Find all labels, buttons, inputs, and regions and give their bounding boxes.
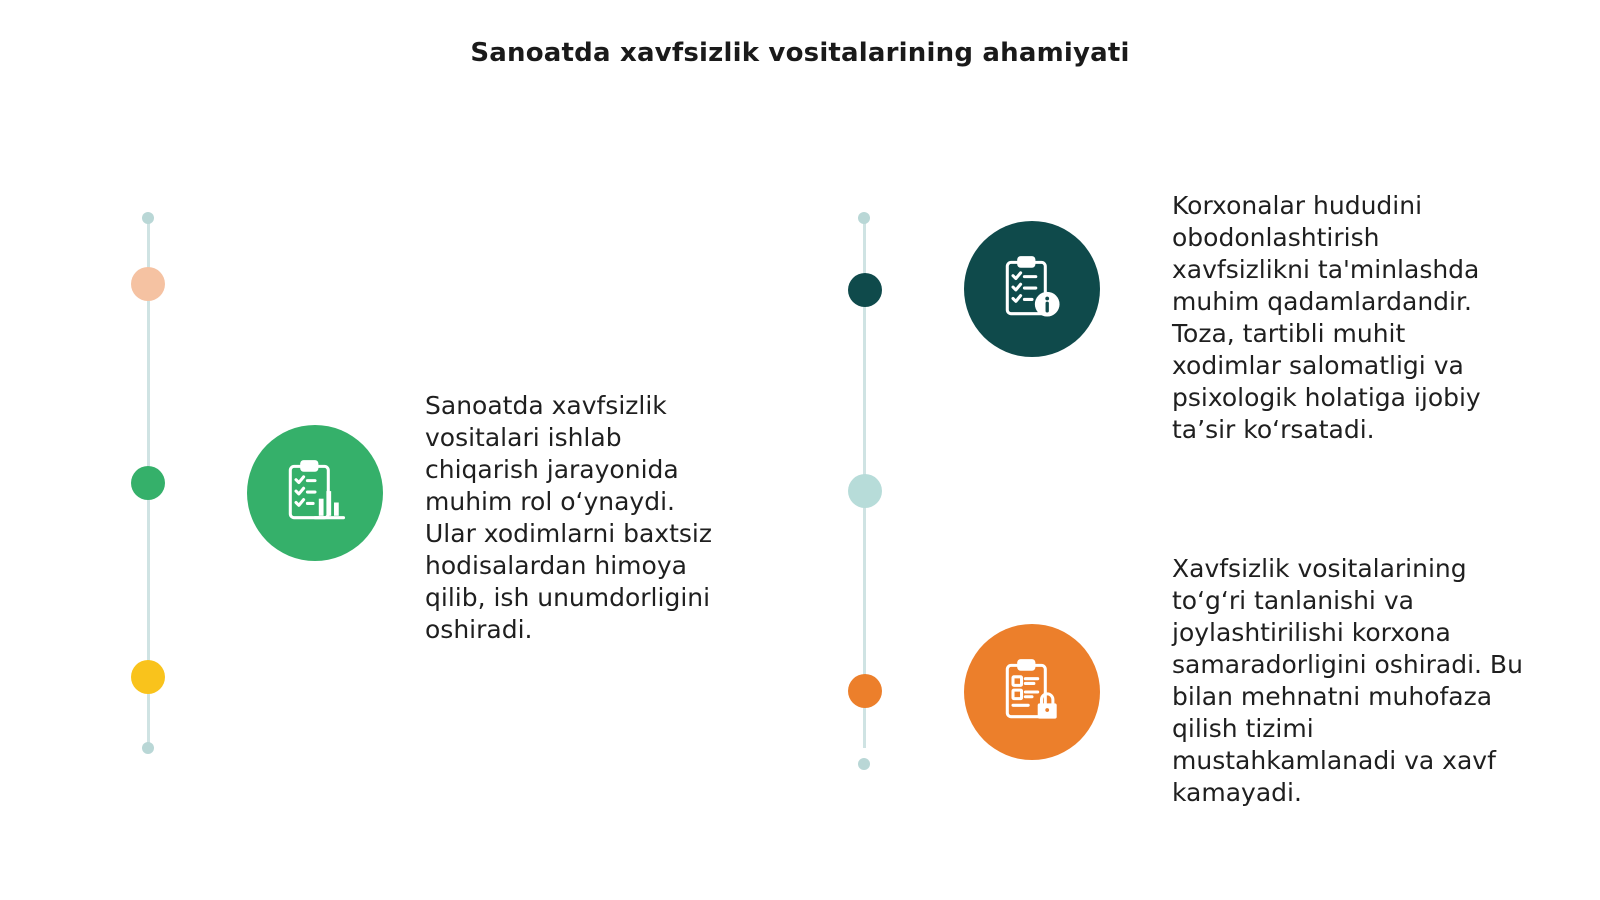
right-timeline-top-end bbox=[858, 212, 870, 224]
left-timeline-marker-peach bbox=[131, 267, 165, 301]
item-1-text: Sanoatda xavfsizlik vositalari ishlab chiqarish jarayonida muhim rol o‘ynaydi. Ular xodimlarni baxtsiz hodisalardan himoya qilib, ish unumdorligini oshiradi. bbox=[425, 391, 712, 644]
right-timeline-marker-orange bbox=[848, 674, 882, 708]
clipboard-chart-icon bbox=[247, 425, 383, 561]
left-timeline-marker-yellow bbox=[131, 660, 165, 694]
page-title: Sanoatda xavfsizlik vositalarining ahamiyati bbox=[470, 38, 1130, 68]
left-timeline-marker-green bbox=[131, 466, 165, 500]
left-timeline-bottom-end bbox=[142, 742, 154, 754]
right-timeline-marker-dark-teal bbox=[848, 273, 882, 307]
clipboard-info-icon bbox=[964, 221, 1100, 357]
left-timeline-top-end bbox=[142, 212, 154, 224]
right-timeline-bottom-end bbox=[858, 758, 870, 770]
clipboard-lock-icon bbox=[964, 624, 1100, 760]
item-2-text: Korxonalar hududini obodonlashtirish xavfsizlikni ta'minlashda muhim qadamlardandir. Toza, tartibli muhit xodimlar salomatligi va psixologik holatiga ijobiy ta’sir ko‘rsatadi. bbox=[1172, 191, 1481, 444]
item-3-text: Xavfsizlik vositalarining to‘g‘ri tanlanishi va joylashtirilishi korxona samaradorligini oshiradi. Bu bilan mehnatni muhofaza qilish tizimi mustahkamlanadi va xavf kamayadi. bbox=[1172, 554, 1523, 807]
right-timeline-marker-light-teal bbox=[848, 474, 882, 508]
